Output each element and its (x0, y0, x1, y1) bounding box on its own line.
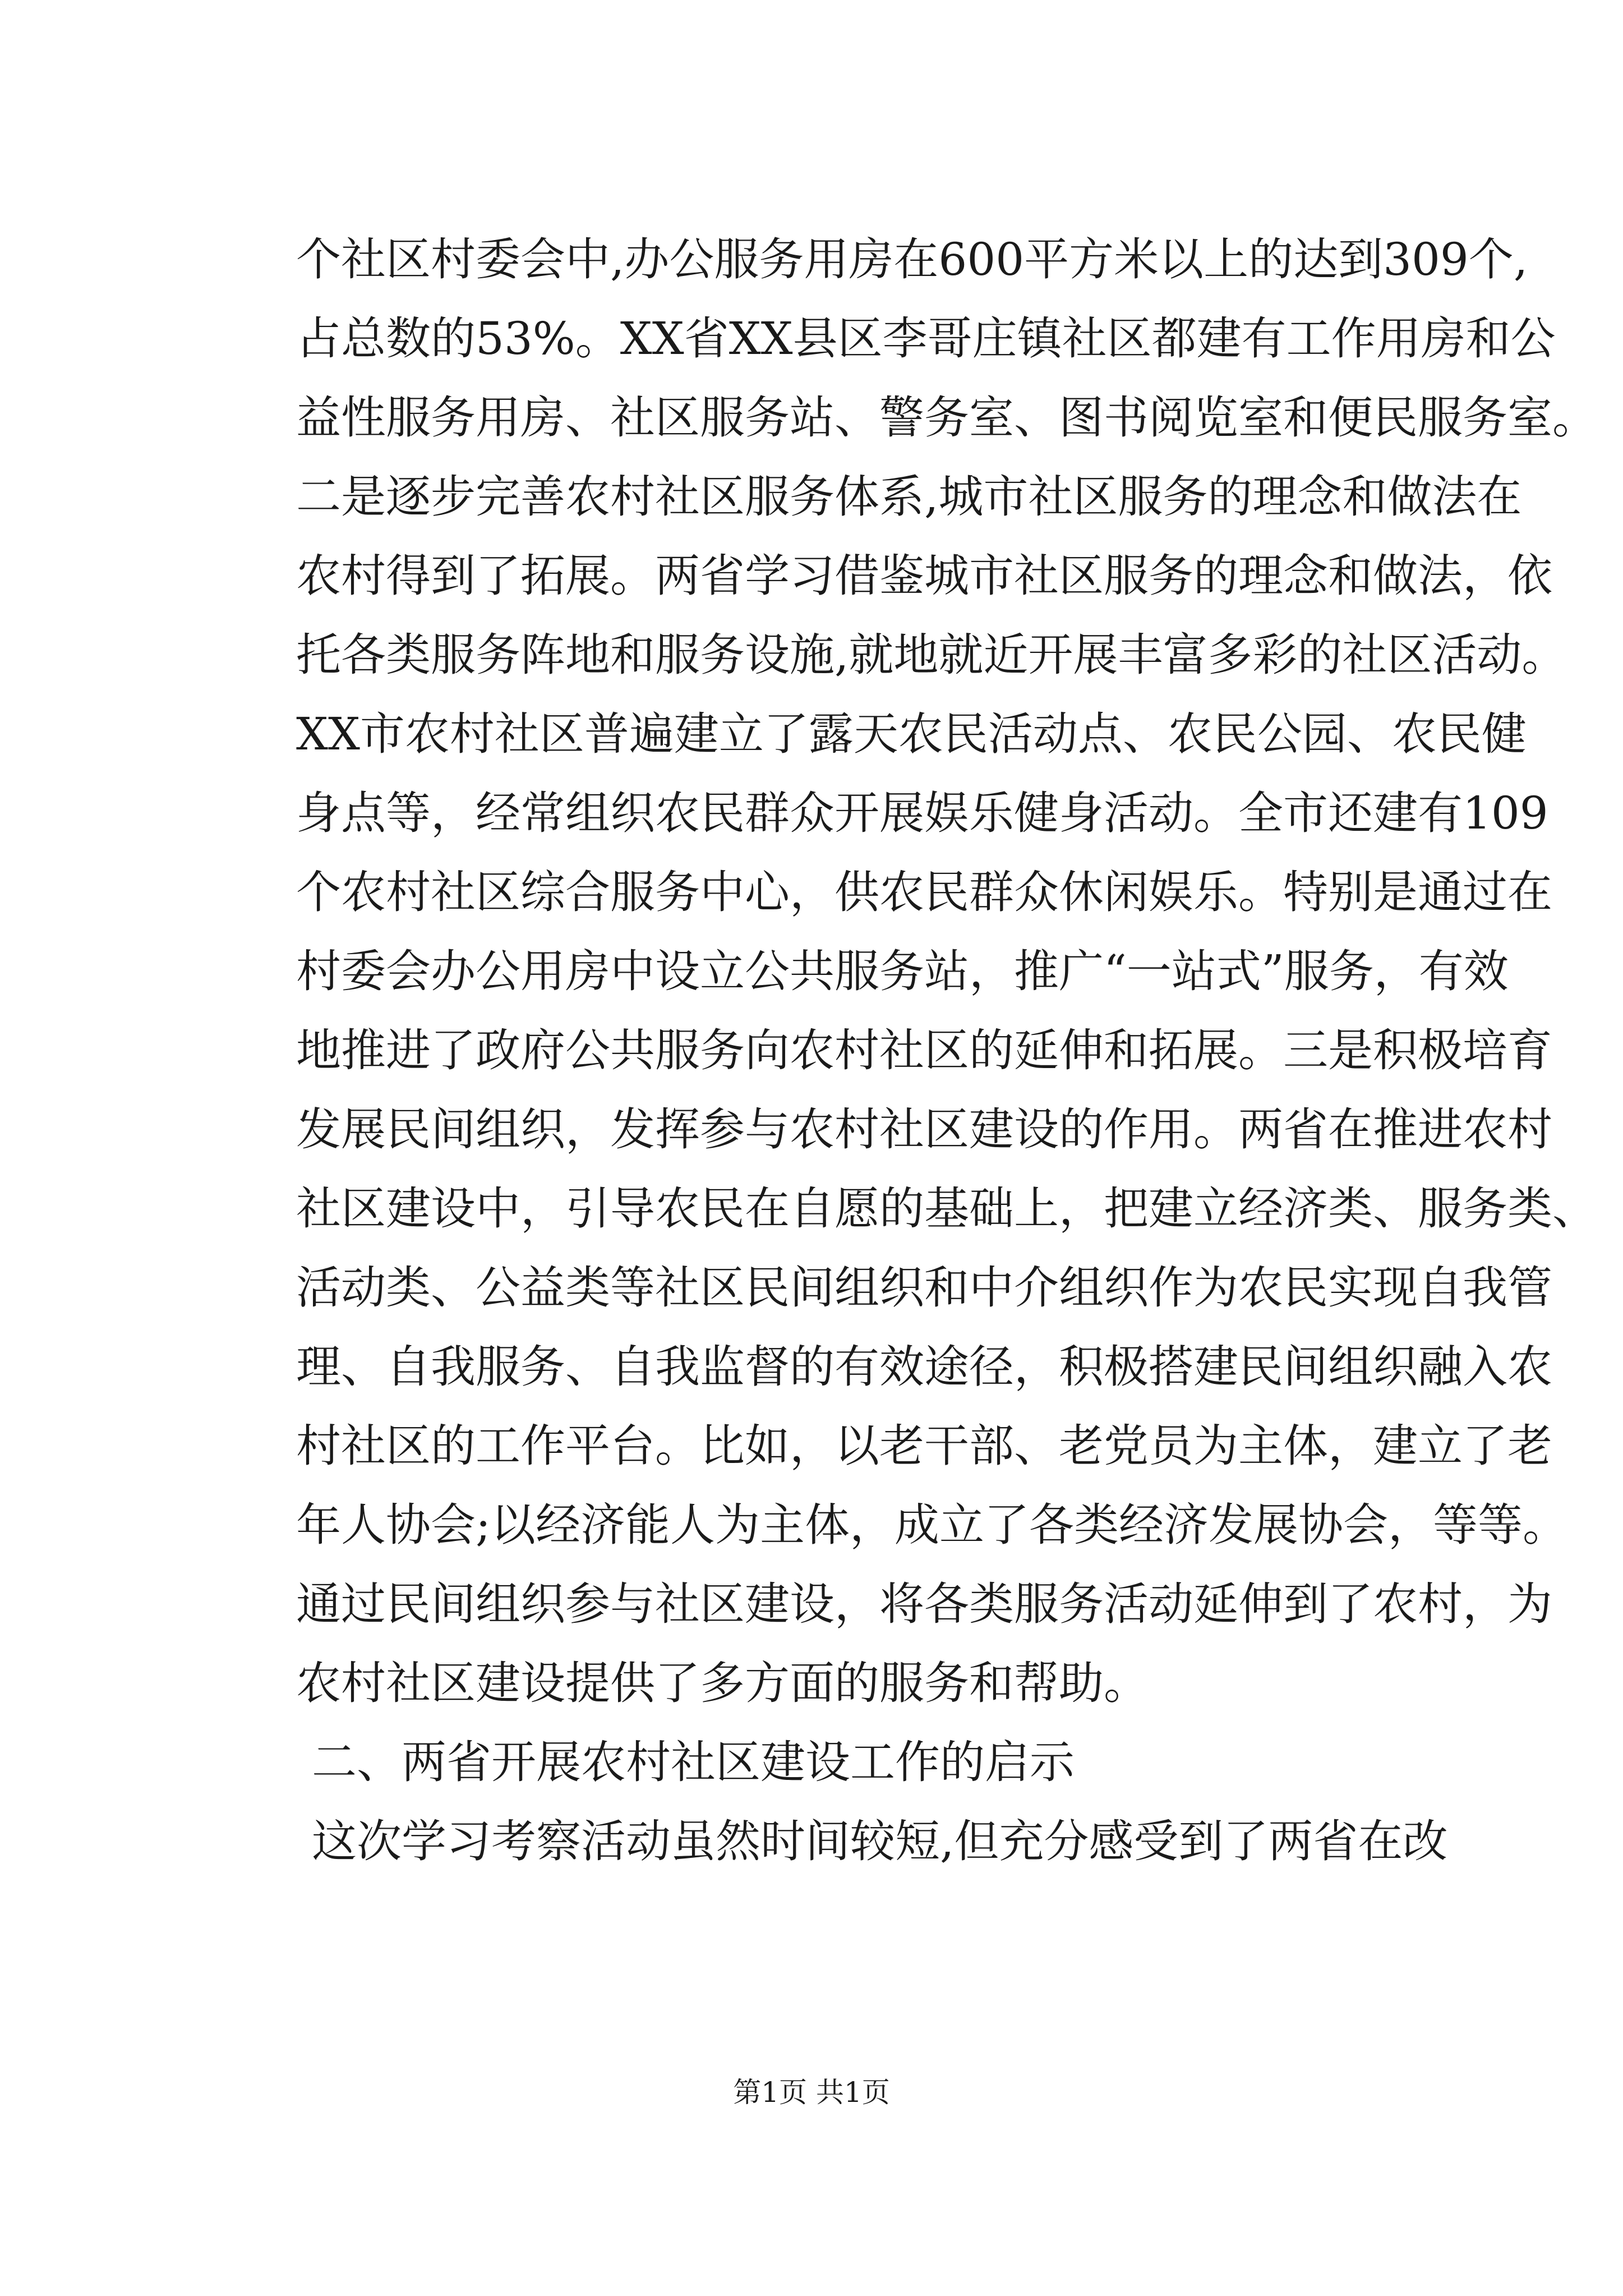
text-line: 活动类、公益类等社区民间组织和中介组织作为农民实现自我管 (296, 1262, 1552, 1314)
text-line: 个农村社区综合服务中心，供农民群众休闲娱乐。特别是通过在 (296, 866, 1552, 918)
text-line: 这次学习考察活动虽然时间较短,但充分感受到了两省在改 (312, 1815, 1448, 1867)
text-line: 理、自我服务、自我监督的有效途径，积极搭建民间组织融入农 (296, 1341, 1552, 1393)
text-line: 发展民间组织，发挥参与农村社区建设的作用。两省在推进农村 (296, 1103, 1552, 1156)
text-line: 农村社区建设提供了多方面的服务和帮助。 (296, 1657, 1149, 1709)
text-line: 占总数的53%。XX省XX县区李哥庄镇社区都建有工作用房和公 (296, 312, 1556, 365)
text-line: 农村得到了拓展。两省学习借鉴城市社区服务的理念和做法，依 (296, 550, 1552, 602)
text-line: 村社区的工作平台。比如，以老干部、老党员为主体，建立了老 (296, 1420, 1552, 1472)
text-line: 二是逐步完善农村社区服务体系,城市社区服务的理念和做法在 (296, 471, 1522, 523)
text-line: 通过民间组织参与社区建设，将各类服务活动延伸到了农村，为 (296, 1578, 1552, 1630)
body-text (296, 220, 1597, 1881)
text-line: 社区建设中，引导农民在自愿的基础上，把建立经济类、服务类、 (296, 1182, 1597, 1235)
text-line: 益性服务用房、社区服务站、警务室、图书阅览室和便民服务室。 (296, 392, 1597, 444)
page-footer: 第1页 共1页 (733, 2076, 890, 2109)
text-line: 地推进了政府公共服务向农村社区的延伸和拓展。三是积极培育 (296, 1024, 1552, 1076)
text-line: XX市农村社区普遍建立了露天农民活动点、农民公园、农民健 (296, 708, 1527, 760)
text-line: 托各类服务阵地和服务设施,就地就近开展丰富多彩的社区活动。 (296, 629, 1567, 681)
text-line: 个社区村委会中,办公服务用房在600平方米以上的达到309个, (296, 233, 1528, 286)
text-line: 村委会办公用房中设立公共服务站，推广“一站式”服务，有效 (296, 945, 1509, 997)
section-heading: 二、两省开展农村社区建设工作的启示 (312, 1736, 1075, 1788)
text-line: 身点等，经常组织农民群众开展娱乐健身活动。全市还建有109 (296, 787, 1548, 839)
text-line: 年人协会;以经济能人为主体，成立了各类经济发展协会，等等。 (296, 1499, 1567, 1551)
